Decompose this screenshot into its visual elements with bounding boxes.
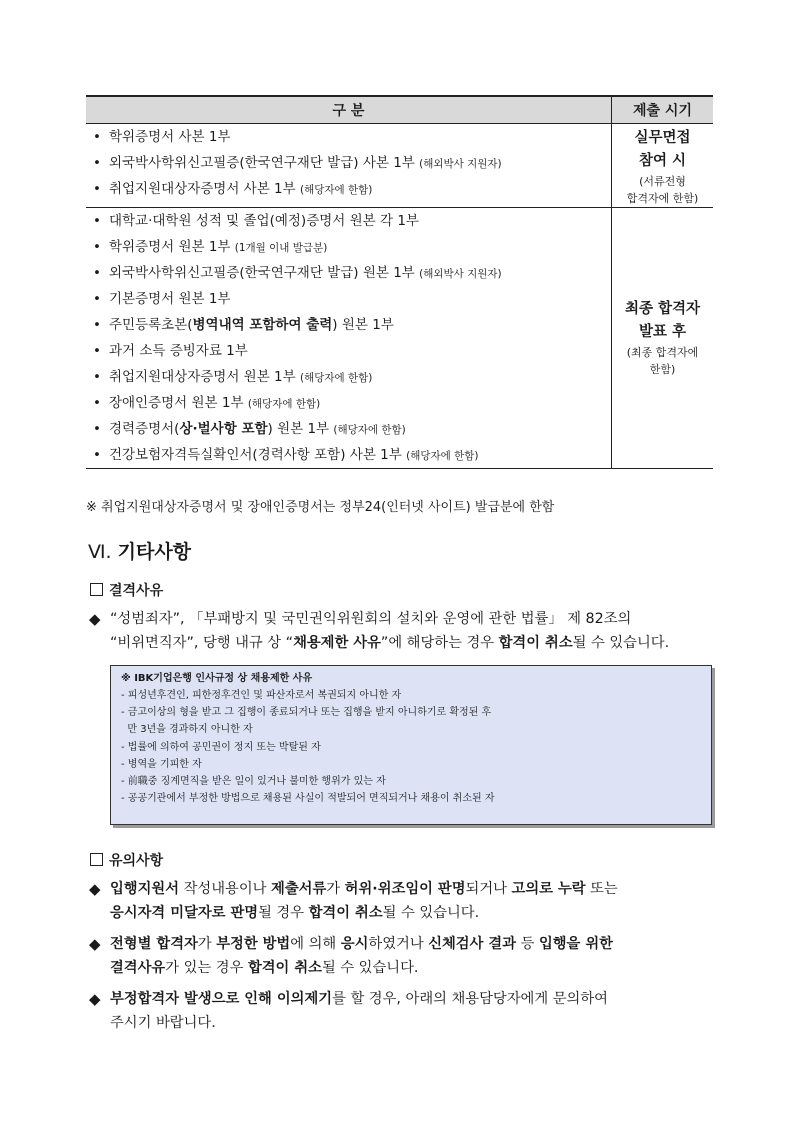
- header-category: 구 분: [86, 96, 612, 124]
- heading-disqualification: 결격사유: [90, 580, 163, 600]
- diamond-bullet-icon: ◆: [89, 880, 101, 898]
- list-item: - 법률에 의하여 공민권이 정지 또는 박탈된 자: [121, 741, 321, 753]
- doc-list-final: [86, 208, 612, 469]
- submission-table: [86, 95, 713, 469]
- list-item: • 기본증명서 원본 1부: [93, 291, 231, 307]
- section-title: Ⅵ. 기타사항: [88, 541, 192, 563]
- precaution-bullet-1: ◆ 입행지원서 작성내용이나 제출서류가 허위·위조임이 판명되거나 고의로 누락 또는 응시자격 미달자로 판명될 경우 합격이 취소될 수 있습니다.: [89, 877, 719, 925]
- doc-list-interview: [86, 124, 612, 208]
- checkbox-square-icon: [90, 583, 103, 596]
- list-item: - 피성년후견인, 피한정후견인 및 파산자로서 복권되지 아니한 자: [121, 690, 402, 701]
- ibk-restriction-box: [110, 665, 712, 825]
- list-item: • 외국박사학위신고필증(한국연구재단 발급) 원본 1부 (해외박사 지원자): [93, 265, 502, 281]
- list-item: • 장애인증명서 원본 1부 (해당자에 한함): [93, 395, 321, 411]
- disqualification-bullet: ◆ “성범죄자”, 「부패방지 및 국민권익위원회의 설치와 운영에 관한 법률」 제 82조의 “비위면직자”, 당행 내규 상 “채용제한 사유”에 해당하는 경우 합격이 취소될 수 있습니다.: [89, 607, 719, 655]
- diamond-bullet-icon: ◆: [89, 610, 101, 628]
- list-item: • 외국박사학위신고필증(한국연구재단 발급) 사본 1부 (해외박사 지원자): [93, 155, 502, 171]
- list-item: 만 3년을 경과하지 아니한 자: [121, 724, 253, 736]
- list-item: • 대학교·대학원 성적 및 졸업(예정)증명서 원본 각 1부: [93, 213, 419, 229]
- list-item: • 주민등록초본(병역내역 포함하여 출력) 원본 1부: [93, 317, 394, 333]
- list-item: - 금고이상의 형을 받고 그 집행이 종료되거나 또는 집행을 받지 아니하기로 확정된 후: [121, 707, 492, 719]
- precaution-bullet-2: ◆ 전형별 합격자가 부정한 방법에 의해 응시하였거나 신체검사 결과 등 입행을 위한 결격사유가 있는 경우 합격이 취소될 수 있습니다.: [89, 932, 719, 980]
- list-item: - 병역을 기피한 자: [121, 758, 202, 770]
- table-row: [86, 124, 713, 208]
- precaution-bullet-3: ◆ 부정합격자 발생으로 인해 이의제기를 할 경우, 아래의 채용담당자에게 문의하여 주시기 바랍니다.: [89, 987, 719, 1035]
- list-item: • 과거 소득 증빙자료 1부: [93, 343, 248, 359]
- diamond-bullet-icon: ◆: [89, 990, 101, 1008]
- table-footnote: ※ 취업지원대상자증명서 및 장애인증명서는 정부24(인터넷 사이트) 발급분에 한함: [86, 500, 555, 515]
- timing-interview: 실무면접 참여 시 (서류전형 합격자에 한함): [612, 124, 714, 208]
- list-item: • 취업지원대상자증명서 원본 1부 (해당자에 한함): [93, 369, 373, 385]
- list-item: • 학위증명서 원본 1부 (1개월 이내 발급분): [93, 239, 328, 255]
- list-item: • 학위증명서 사본 1부: [93, 129, 231, 145]
- header-timing: 제출 시기: [612, 96, 714, 124]
- checkbox-square-icon: [90, 853, 103, 866]
- box-title: ※ IBK기업은행 인사규정 상 채용제한 사유: [121, 673, 313, 684]
- list-item: - 공공기관에서 부정한 방법으로 채용된 사실이 적발되어 면직되거나 채용이 취소된 자: [121, 793, 495, 805]
- diamond-bullet-icon: ◆: [89, 935, 101, 953]
- list-item: • 취업지원대상자증명서 사본 1부 (해당자에 한함): [93, 181, 373, 197]
- list-item: • 건강보험자격득실확인서(경력사항 포함) 사본 1부 (해당자에 한함): [93, 447, 479, 463]
- heading-precautions: 유의사항: [90, 850, 163, 870]
- timing-final: 최종 합격자 발표 후 (최종 합격자에 한함): [612, 208, 714, 469]
- list-item: - 前職중 징계면직을 받은 일이 있거나 불미한 행위가 있는 자: [121, 776, 386, 788]
- list-item: • 경력증명서(상·벌사항 포함) 원본 1부 (해당자에 한함): [93, 421, 406, 437]
- table-row: [86, 208, 713, 469]
